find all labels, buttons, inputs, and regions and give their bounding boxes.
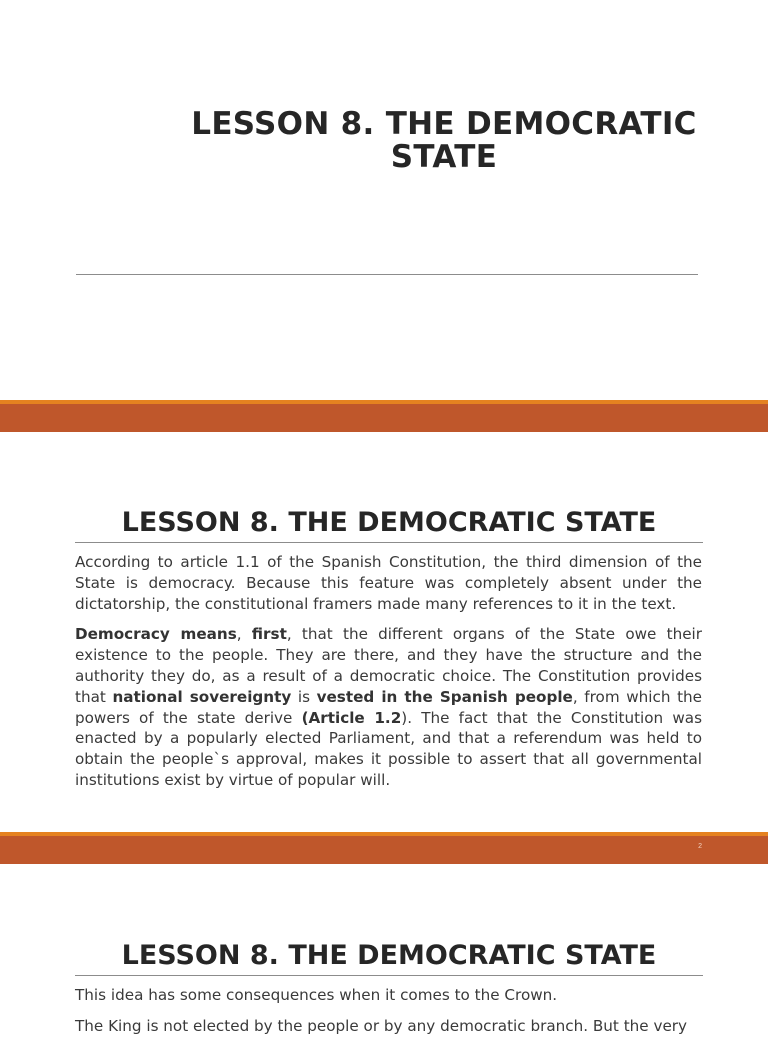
slide-heading: LESSON 8. THE DEMOCRATIC STATE [121,507,657,538]
paragraph: This idea has some consequences when it comes to the Crown. [75,986,558,1004]
slide-separator-band [0,400,768,432]
bold-phrase: national sovereignty [112,687,292,706]
content-slide-2 [0,432,768,832]
page-number: 2 [698,843,702,850]
slide-body [75,985,702,1037]
title-line-2: STATE [390,139,498,175]
title-slide [0,0,768,400]
paragraph: The King is not elected by the people or by any democratic branch. But the very [75,1016,688,1035]
bold-phrase: vested in the Spanish people [316,687,573,706]
text-run: , from which the powers of the state derive [75,687,702,727]
bold-phrase: (Article 1.2 [301,708,402,727]
paragraph [75,624,702,790]
heading-divider [75,975,703,976]
title-divider [76,274,698,275]
text-run: , that the different organs of the State owe their existence to the people. They are there, and they have the structure and the authority they do, as a result of a democratic choice. The Constitution provides that [75,625,702,706]
title-line-1: LESSON 8. THE DEMOCRATIC [191,106,697,142]
content-slide-3 [0,864,768,1035]
text-run: ). The fact that the Constitution was enacted by a popularly elected Parliament, and that a referendum was held to obtain the people`s approval, makes it possible to assert that all governmental institutions exist by virtue of popular will. [75,708,702,789]
bold-phrase: first [251,625,287,644]
footer-band [0,404,768,432]
text-run: is [291,687,317,706]
slide-body [75,552,702,801]
title-slide-heading [180,108,708,174]
footer-band [0,836,768,864]
paragraph: According to article 1.1 of the Spanish Constitution, the third dimension of the State is democracy. Because this feature was completely absent under the dictatorship, the constitutional framers made many references to it in the text. [75,553,702,613]
bold-phrase: Democracy means [75,625,237,644]
slide-separator-band [0,832,768,864]
heading-divider [75,542,703,543]
text-run: , [236,625,252,644]
slide-heading: LESSON 8. THE DEMOCRATIC STATE [121,940,657,971]
